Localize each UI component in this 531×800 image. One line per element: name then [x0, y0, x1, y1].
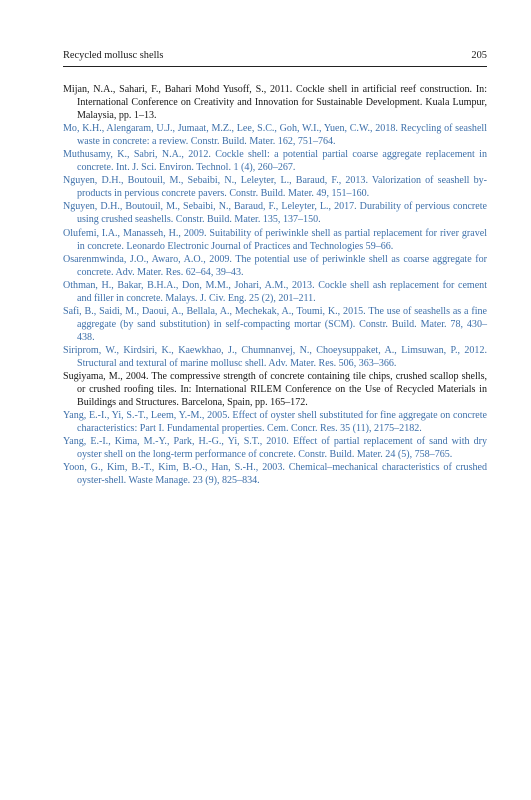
reference-item: Yang, E.-I., Kima, M.-Y., Park, H.-G., Yi, S.T., 2010. Effect of partial replacement of sand with dry oyster shell on the long-term performance of concrete. Constr. Build. Mater. 24 (5), 758–765. [63, 436, 487, 461]
reference-item: Yang, E.-I., Yi, S.-T., Leem, Y.-M., 2005. Effect of oyster shell substituted for fine aggregate on concrete characteristics: Part I. Fundamental properties. Cem. Concr. Res. 35 (11), 2175–2182. [63, 410, 487, 435]
reference-list [63, 83, 487, 487]
reference-item: Nguyen, D.H., Boutouil, M., Sebaibi, N., Leleyter, L., Baraud, F., 2013. Valorization of seashell by-products in pervious concrete pavers. Constr. Build. Mater. 49, 151–160. [63, 175, 487, 200]
running-header [63, 49, 487, 65]
reference-item: Osarenmwinda, J.O., Awaro, A.O., 2009. The potential use of periwinkle shell as coarse aggregate for concrete. Adv. Mater. Res. 62–64, 39–43. [63, 253, 487, 278]
reference-item: Othman, H., Bakar, B.H.A., Don, M.M., Johari, A.M., 2013. Cockle shell ash replacement for cement and filler in concrete. Malays. J. Civ. Eng. 25 (2), 201–211. [63, 279, 487, 304]
page-number: 205 [471, 50, 487, 61]
reference-item: Muthusamy, K., Sabri, N.A., 2012. Cockle shell: a potential partial coarse aggregate replacement in concrete. Int. J. Sci. Environ. Technol. 1 (4), 260–267. [63, 149, 487, 174]
header-rule [63, 66, 487, 67]
reference-item: Safi, B., Saidi, M., Daoui, A., Bellala, A., Mechekak, A., Toumi, K., 2015. The use of seashells as a fine aggregate (by sand substitution) in self-compacting mortar (SCM). Constr. Build. Mater. 78, 430–438. [63, 305, 487, 343]
reference-item: Mijan, N.A., Sahari, F., Bahari Mohd Yusoff, S., 2011. Cockle shell in artificial reef construction. In: International Conference on Creativity and Innovation for Sustainable Development. Kuala Lumpur, Malaysia, pp. 1–13. [63, 84, 487, 122]
reference-item: Sugiyama, M., 2004. The compressive strength of concrete containing tile chips, crushed scallop shells, or crushed roofing tiles. In: International RILEM Conference on the Use of Recycled Materials in Buildings and Structures. Barcelona, Spain, pp. 165–172. [63, 371, 487, 409]
reference-item: Siriprom, W., Kirdsiri, K., Kaewkhao, J., Chumnanvej, N., Choeysuppaket, A., Limsuwan, P., 2012. Structural and textural of marine mollusc shell. Adv. Mater. Res. 506, 363–366. [63, 344, 487, 369]
reference-item: Olufemi, I.A., Manasseh, H., 2009. Suitability of periwinkle shell as partial replacement for river gravel in concrete. Leonardo Electronic Journal of Practices and Technologies 59–66. [63, 227, 487, 252]
running-title: Recycled mollusc shells [63, 50, 164, 61]
reference-item: Yoon, G., Kim, B.-T., Kim, B.-O., Han, S.-H., 2003. Chemical–mechanical characteristics of crushed oyster-shell. Waste Manage. 23 (9), 825–834. [63, 462, 487, 487]
reference-item: Nguyen, D.H., Boutouil, M., Sebaibi, N., Baraud, F., Leleyter, L., 2017. Durability of pervious concrete using crushed seashells. Constr. Build. Mater. 135, 137–150. [63, 201, 487, 226]
reference-item: Mo, K.H., Alengaram, U.J., Jumaat, M.Z., Lee, S.C., Goh, W.I., Yuen, C.W., 2018. Recycling of seashell waste in concrete: a review. Constr. Build. Mater. 162, 751–764. [63, 123, 487, 148]
